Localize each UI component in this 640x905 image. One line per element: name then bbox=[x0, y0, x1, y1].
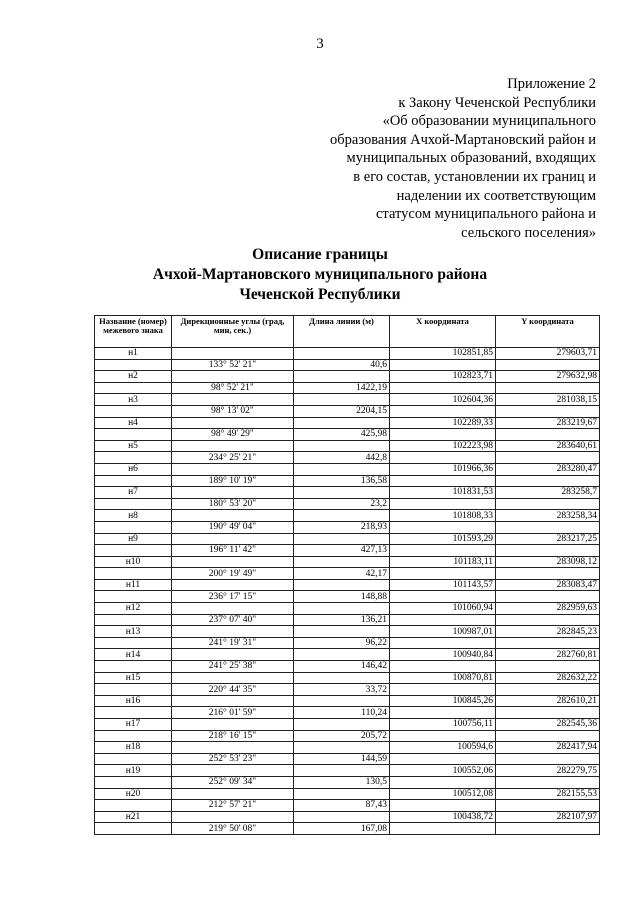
line-length: 2204,15 bbox=[294, 405, 390, 417]
empty-cell bbox=[172, 649, 294, 661]
x-coordinate: 101593,29 bbox=[390, 533, 496, 545]
empty-cell bbox=[95, 382, 172, 394]
point-name: н1 bbox=[95, 348, 172, 360]
empty-cell bbox=[172, 626, 294, 638]
empty-cell bbox=[496, 614, 600, 626]
x-coordinate: 102604,36 bbox=[390, 394, 496, 406]
table-row bbox=[95, 394, 600, 406]
point-name: н19 bbox=[95, 765, 172, 777]
point-name: н18 bbox=[95, 742, 172, 754]
page-number: 3 bbox=[316, 36, 324, 52]
empty-cell bbox=[95, 359, 172, 371]
empty-cell bbox=[172, 510, 294, 522]
empty-cell bbox=[496, 405, 600, 417]
empty-cell bbox=[390, 405, 496, 417]
point-name: н12 bbox=[95, 603, 172, 615]
empty-cell bbox=[172, 487, 294, 499]
empty-cell bbox=[172, 417, 294, 429]
table-row bbox=[95, 371, 600, 383]
x-coordinate: 101808,33 bbox=[390, 510, 496, 522]
empty-cell bbox=[95, 776, 172, 788]
empty-cell bbox=[294, 765, 390, 777]
table-row bbox=[95, 463, 600, 475]
point-name: н20 bbox=[95, 788, 172, 800]
direction-angle: 234° 25' 21" bbox=[172, 452, 294, 464]
y-coordinate: 283083,47 bbox=[496, 579, 600, 591]
table-row bbox=[95, 556, 600, 568]
empty-cell bbox=[390, 823, 496, 835]
empty-cell bbox=[294, 719, 390, 731]
empty-cell bbox=[390, 568, 496, 580]
point-name: н13 bbox=[95, 626, 172, 638]
x-coordinate: 100870,81 bbox=[390, 672, 496, 684]
appendix-line: к Закону Чеченской Республики bbox=[398, 94, 596, 111]
table-row bbox=[95, 811, 600, 823]
x-coordinate: 100552,06 bbox=[390, 765, 496, 777]
line-length: 40,6 bbox=[294, 359, 390, 371]
table-row bbox=[95, 800, 600, 812]
line-length: 33,72 bbox=[294, 684, 390, 696]
line-length: 96,22 bbox=[294, 637, 390, 649]
direction-angle: 237° 07' 40" bbox=[172, 614, 294, 626]
y-coordinate: 282760,81 bbox=[496, 649, 600, 661]
appendix-line: наделении их соответствующим bbox=[396, 187, 596, 204]
empty-cell bbox=[294, 649, 390, 661]
empty-cell bbox=[95, 800, 172, 812]
empty-cell bbox=[390, 753, 496, 765]
table-row bbox=[95, 579, 600, 591]
table-row bbox=[95, 719, 600, 731]
line-length: 136,58 bbox=[294, 475, 390, 487]
empty-cell bbox=[172, 695, 294, 707]
empty-cell bbox=[95, 753, 172, 765]
empty-cell bbox=[496, 776, 600, 788]
x-coordinate: 100594,6 bbox=[390, 742, 496, 754]
y-coordinate: 279632,98 bbox=[496, 371, 600, 383]
empty-cell bbox=[172, 603, 294, 615]
empty-cell bbox=[294, 603, 390, 615]
y-coordinate: 279603,71 bbox=[496, 348, 600, 360]
empty-cell bbox=[496, 498, 600, 510]
empty-cell bbox=[390, 800, 496, 812]
empty-cell bbox=[95, 591, 172, 603]
y-coordinate: 282545,36 bbox=[496, 719, 600, 731]
y-coordinate: 283640,61 bbox=[496, 440, 600, 452]
empty-cell bbox=[390, 730, 496, 742]
empty-cell bbox=[294, 579, 390, 591]
table-row bbox=[95, 672, 600, 684]
point-name: н6 bbox=[95, 463, 172, 475]
table-row bbox=[95, 695, 600, 707]
empty-cell bbox=[390, 359, 496, 371]
table-row bbox=[95, 649, 600, 661]
empty-cell bbox=[95, 429, 172, 441]
empty-cell bbox=[496, 359, 600, 371]
empty-cell bbox=[172, 394, 294, 406]
point-name: н2 bbox=[95, 371, 172, 383]
direction-angle: 252° 53' 23" bbox=[172, 753, 294, 765]
point-name: н3 bbox=[95, 394, 172, 406]
empty-cell bbox=[172, 533, 294, 545]
y-coordinate: 282959,63 bbox=[496, 603, 600, 615]
line-length: 167,08 bbox=[294, 823, 390, 835]
x-coordinate: 102851,85 bbox=[390, 348, 496, 360]
empty-cell bbox=[390, 637, 496, 649]
x-coordinate: 101143,57 bbox=[390, 579, 496, 591]
direction-angle: 212° 57' 21" bbox=[172, 800, 294, 812]
empty-cell bbox=[294, 811, 390, 823]
line-length: 205,72 bbox=[294, 730, 390, 742]
table-row bbox=[95, 475, 600, 487]
empty-cell bbox=[496, 429, 600, 441]
table-row bbox=[95, 626, 600, 638]
empty-cell bbox=[496, 382, 600, 394]
direction-angle: 189° 10' 19" bbox=[172, 475, 294, 487]
empty-cell bbox=[294, 626, 390, 638]
table-row bbox=[95, 533, 600, 545]
y-coordinate: 281038,15 bbox=[496, 394, 600, 406]
table-row bbox=[95, 429, 600, 441]
empty-cell bbox=[95, 684, 172, 696]
y-coordinate: 282279,75 bbox=[496, 765, 600, 777]
point-name: н14 bbox=[95, 649, 172, 661]
empty-cell bbox=[496, 475, 600, 487]
y-coordinate: 282417,94 bbox=[496, 742, 600, 754]
header-y: Y координата bbox=[496, 316, 600, 348]
table-row bbox=[95, 707, 600, 719]
y-coordinate: 283098,12 bbox=[496, 556, 600, 568]
empty-cell bbox=[95, 475, 172, 487]
empty-cell bbox=[496, 545, 600, 557]
direction-angle: 252° 09' 34" bbox=[172, 776, 294, 788]
y-coordinate: 282107,97 bbox=[496, 811, 600, 823]
table-row bbox=[95, 823, 600, 835]
appendix-line: сельского поселения» bbox=[461, 224, 596, 241]
x-coordinate: 100940,84 bbox=[390, 649, 496, 661]
table-row bbox=[95, 661, 600, 673]
point-name: н15 bbox=[95, 672, 172, 684]
table-row bbox=[95, 614, 600, 626]
empty-cell bbox=[496, 568, 600, 580]
line-length: 148,88 bbox=[294, 591, 390, 603]
table-row bbox=[95, 510, 600, 522]
x-coordinate: 100438,72 bbox=[390, 811, 496, 823]
empty-cell bbox=[294, 672, 390, 684]
table-row bbox=[95, 440, 600, 452]
empty-cell bbox=[294, 463, 390, 475]
table-row bbox=[95, 348, 600, 360]
appendix-line: «Об образовании муниципального bbox=[382, 113, 596, 130]
line-length: 110,24 bbox=[294, 707, 390, 719]
table-row bbox=[95, 498, 600, 510]
direction-angle: 98° 13' 02" bbox=[172, 405, 294, 417]
empty-cell bbox=[95, 637, 172, 649]
direction-angle: 241° 25' 38" bbox=[172, 661, 294, 673]
empty-cell bbox=[294, 533, 390, 545]
appendix-line: Приложение 2 bbox=[507, 76, 596, 92]
empty-cell bbox=[496, 637, 600, 649]
empty-cell bbox=[294, 348, 390, 360]
appendix-line: в его состав, установлении их границ и bbox=[353, 168, 596, 185]
x-coordinate: 100845,26 bbox=[390, 695, 496, 707]
y-coordinate: 283219,67 bbox=[496, 417, 600, 429]
direction-angle: 241° 19' 31" bbox=[172, 637, 294, 649]
table-row bbox=[95, 452, 600, 464]
empty-cell bbox=[496, 823, 600, 835]
point-name: н8 bbox=[95, 510, 172, 522]
empty-cell bbox=[390, 452, 496, 464]
empty-cell bbox=[390, 776, 496, 788]
empty-cell bbox=[390, 429, 496, 441]
table-row bbox=[95, 603, 600, 615]
line-length: 218,93 bbox=[294, 521, 390, 533]
point-name: н11 bbox=[95, 579, 172, 591]
empty-cell bbox=[172, 742, 294, 754]
empty-cell bbox=[294, 695, 390, 707]
empty-cell bbox=[294, 510, 390, 522]
direction-angle: 98° 52' 21" bbox=[172, 382, 294, 394]
empty-cell bbox=[294, 371, 390, 383]
empty-cell bbox=[390, 475, 496, 487]
appendix-line: образования Ачхой-Мартановский район и bbox=[330, 131, 596, 148]
header-angle: Дирекционные углы (град, мин, сек.) bbox=[172, 316, 294, 348]
empty-cell bbox=[95, 452, 172, 464]
empty-cell bbox=[294, 556, 390, 568]
empty-cell bbox=[172, 556, 294, 568]
header-name: Название (номер) межевого знака bbox=[95, 316, 172, 348]
line-length: 144,59 bbox=[294, 753, 390, 765]
empty-cell bbox=[172, 371, 294, 383]
empty-cell bbox=[390, 498, 496, 510]
point-name: н10 bbox=[95, 556, 172, 568]
empty-cell bbox=[172, 811, 294, 823]
table-row bbox=[95, 545, 600, 557]
empty-cell bbox=[496, 661, 600, 673]
empty-cell bbox=[496, 521, 600, 533]
appendix-line: муниципальных образований, входящих bbox=[346, 150, 596, 167]
table-row bbox=[95, 487, 600, 499]
direction-angle: 196° 11' 42" bbox=[172, 545, 294, 557]
direction-angle: 98° 49' 29" bbox=[172, 429, 294, 441]
empty-cell bbox=[294, 788, 390, 800]
table-header-row bbox=[95, 316, 600, 348]
empty-cell bbox=[95, 730, 172, 742]
direction-angle: 220° 44' 35" bbox=[172, 684, 294, 696]
empty-cell bbox=[496, 684, 600, 696]
empty-cell bbox=[172, 579, 294, 591]
x-coordinate: 100756,11 bbox=[390, 719, 496, 731]
direction-angle: 200° 19' 49" bbox=[172, 568, 294, 580]
table-row bbox=[95, 359, 600, 371]
empty-cell bbox=[95, 405, 172, 417]
empty-cell bbox=[172, 719, 294, 731]
table-row bbox=[95, 637, 600, 649]
direction-angle: 218° 16' 15" bbox=[172, 730, 294, 742]
empty-cell bbox=[95, 661, 172, 673]
empty-cell bbox=[95, 823, 172, 835]
direction-angle: 133° 52' 21" bbox=[172, 359, 294, 371]
empty-cell bbox=[95, 707, 172, 719]
empty-cell bbox=[294, 742, 390, 754]
point-name: н17 bbox=[95, 719, 172, 731]
boundary-table bbox=[94, 315, 600, 835]
y-coordinate: 283258,34 bbox=[496, 510, 600, 522]
empty-cell bbox=[496, 730, 600, 742]
line-length: 146,42 bbox=[294, 661, 390, 673]
y-coordinate: 283280,47 bbox=[496, 463, 600, 475]
table-row bbox=[95, 521, 600, 533]
empty-cell bbox=[95, 545, 172, 557]
appendix-line: статусом муниципального района и bbox=[376, 206, 596, 223]
empty-cell bbox=[95, 568, 172, 580]
empty-cell bbox=[390, 591, 496, 603]
x-coordinate: 101966,36 bbox=[390, 463, 496, 475]
direction-angle: 180° 53' 20" bbox=[172, 498, 294, 510]
x-coordinate: 100512,08 bbox=[390, 788, 496, 800]
x-coordinate: 101183,11 bbox=[390, 556, 496, 568]
y-coordinate: 282845,23 bbox=[496, 626, 600, 638]
x-coordinate: 102223,98 bbox=[390, 440, 496, 452]
empty-cell bbox=[294, 394, 390, 406]
line-length: 87,43 bbox=[294, 800, 390, 812]
header-x: X координата bbox=[390, 316, 496, 348]
table-row bbox=[95, 591, 600, 603]
empty-cell bbox=[390, 661, 496, 673]
y-coordinate: 282610,21 bbox=[496, 695, 600, 707]
y-coordinate: 283217,25 bbox=[496, 533, 600, 545]
line-length: 23,2 bbox=[294, 498, 390, 510]
empty-cell bbox=[390, 614, 496, 626]
y-coordinate: 283258,7 bbox=[496, 487, 600, 499]
table-row bbox=[95, 742, 600, 754]
x-coordinate: 101060,94 bbox=[390, 603, 496, 615]
empty-cell bbox=[294, 440, 390, 452]
empty-cell bbox=[390, 545, 496, 557]
line-length: 425,98 bbox=[294, 429, 390, 441]
table-row bbox=[95, 788, 600, 800]
empty-cell bbox=[95, 498, 172, 510]
table-row bbox=[95, 776, 600, 788]
point-name: н5 bbox=[95, 440, 172, 452]
empty-cell bbox=[294, 417, 390, 429]
empty-cell bbox=[172, 672, 294, 684]
direction-angle: 236° 17' 15" bbox=[172, 591, 294, 603]
title-line: Описание границы bbox=[252, 246, 388, 263]
empty-cell bbox=[294, 487, 390, 499]
line-length: 442,8 bbox=[294, 452, 390, 464]
empty-cell bbox=[496, 753, 600, 765]
empty-cell bbox=[496, 800, 600, 812]
table-row bbox=[95, 568, 600, 580]
empty-cell bbox=[390, 521, 496, 533]
table-row bbox=[95, 417, 600, 429]
direction-angle: 216° 01' 59" bbox=[172, 707, 294, 719]
empty-cell bbox=[172, 440, 294, 452]
line-length: 136,21 bbox=[294, 614, 390, 626]
title-line: Чеченской Республики bbox=[239, 286, 401, 303]
x-coordinate: 100987,01 bbox=[390, 626, 496, 638]
empty-cell bbox=[172, 765, 294, 777]
line-length: 427,13 bbox=[294, 545, 390, 557]
y-coordinate: 282632,22 bbox=[496, 672, 600, 684]
empty-cell bbox=[390, 382, 496, 394]
point-name: н21 bbox=[95, 811, 172, 823]
appendix-header bbox=[276, 75, 596, 242]
empty-cell bbox=[390, 707, 496, 719]
x-coordinate: 102823,71 bbox=[390, 371, 496, 383]
table-row bbox=[95, 730, 600, 742]
title-line: Ачхой-Мартановского муниципального района bbox=[152, 266, 488, 283]
x-coordinate: 101831,53 bbox=[390, 487, 496, 499]
header-length: Длина линии (м) bbox=[294, 316, 390, 348]
x-coordinate: 102289,33 bbox=[390, 417, 496, 429]
direction-angle: 190° 49' 04" bbox=[172, 521, 294, 533]
line-length: 1422,19 bbox=[294, 382, 390, 394]
table-row bbox=[95, 765, 600, 777]
point-name: н9 bbox=[95, 533, 172, 545]
empty-cell bbox=[390, 684, 496, 696]
empty-cell bbox=[496, 452, 600, 464]
table-row bbox=[95, 684, 600, 696]
point-name: н16 bbox=[95, 695, 172, 707]
line-length: 130,5 bbox=[294, 776, 390, 788]
direction-angle: 219° 50' 08" bbox=[172, 823, 294, 835]
y-coordinate: 282155,53 bbox=[496, 788, 600, 800]
table-row bbox=[95, 382, 600, 394]
table-row bbox=[95, 405, 600, 417]
empty-cell bbox=[172, 463, 294, 475]
point-name: н4 bbox=[95, 417, 172, 429]
empty-cell bbox=[496, 707, 600, 719]
empty-cell bbox=[95, 521, 172, 533]
line-length: 42,17 bbox=[294, 568, 390, 580]
empty-cell bbox=[172, 348, 294, 360]
empty-cell bbox=[496, 591, 600, 603]
document-title bbox=[0, 245, 640, 305]
empty-cell bbox=[172, 788, 294, 800]
point-name: н7 bbox=[95, 487, 172, 499]
table-row bbox=[95, 753, 600, 765]
empty-cell bbox=[95, 614, 172, 626]
